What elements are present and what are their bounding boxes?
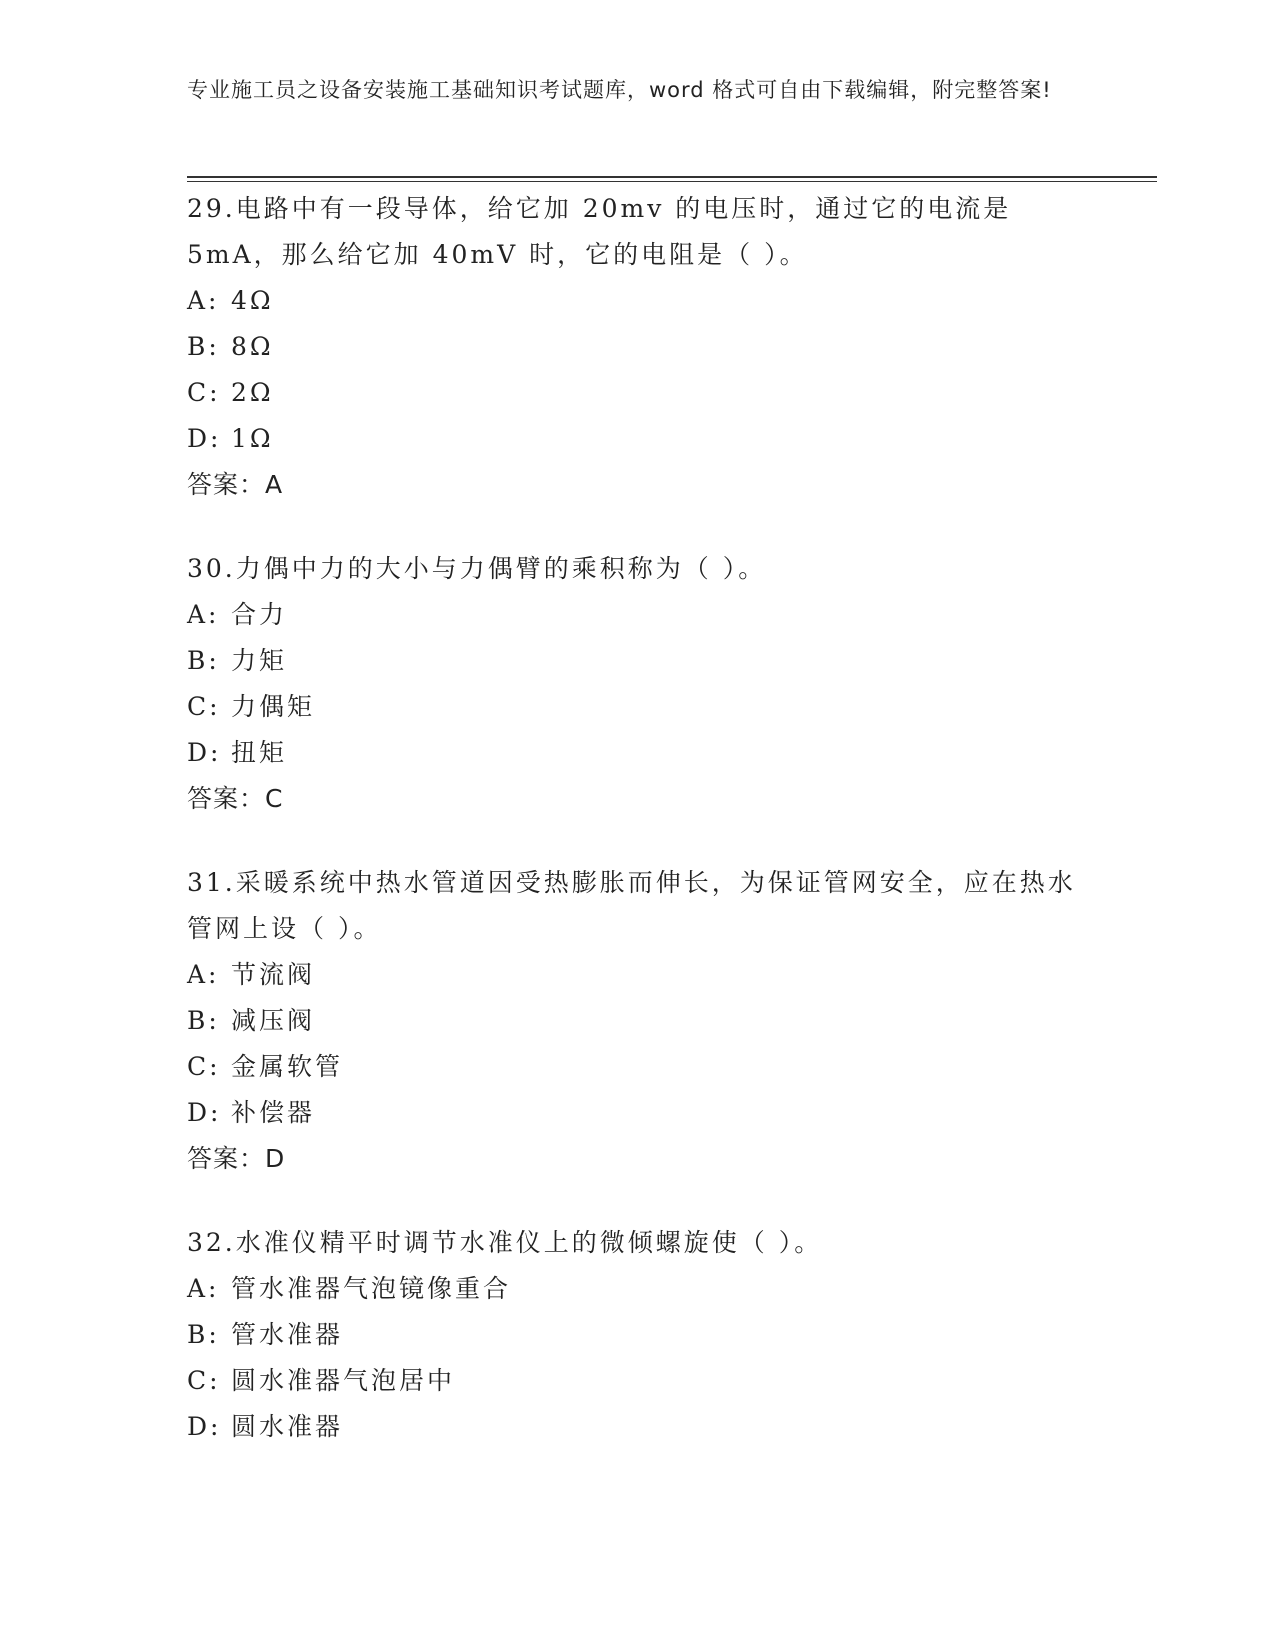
document-intro: 专业施工员之设备安装施工基础知识考试题库，word 格式可自由下载编辑，附完整答案! xyxy=(187,78,1052,102)
header-divider-thick xyxy=(187,176,1157,178)
option-text: 圆水准器 xyxy=(231,1412,344,1441)
option-text: 管水准器气泡镜像重合 xyxy=(231,1274,512,1303)
option-letter: D: xyxy=(187,1412,222,1441)
option-letter: A: xyxy=(187,600,220,629)
option-text: 管水准器 xyxy=(231,1320,344,1349)
question-31 xyxy=(187,860,1087,1182)
option-letter: C: xyxy=(187,1366,221,1395)
question-30 xyxy=(187,546,1087,822)
option-letter: C: xyxy=(187,692,221,721)
option-letter: B: xyxy=(187,332,220,361)
option-a xyxy=(187,952,1087,998)
option-text: 4Ω xyxy=(231,286,274,315)
option-letter: B: xyxy=(187,1006,220,1035)
option-text: 扭矩 xyxy=(231,738,288,767)
option-text: 8Ω xyxy=(231,332,274,361)
option-b xyxy=(187,998,1087,1044)
option-c xyxy=(187,684,1087,730)
option-c xyxy=(187,1358,1087,1404)
option-a xyxy=(187,278,1087,324)
option-letter: A: xyxy=(187,1274,220,1303)
question-text: 31.采暖系统中热水管道因受热膨胀而伸长，为保证管网安全，应在热水管网上设（ ）。 xyxy=(187,868,1076,943)
option-text: 力偶矩 xyxy=(231,692,316,721)
option-d xyxy=(187,1404,1087,1450)
answer-label: 答案：D xyxy=(187,1144,286,1173)
option-text: 1Ω xyxy=(231,424,274,453)
question-text: 32.水准仪精平时调节水准仪上的微倾螺旋使（ ）。 xyxy=(187,1228,823,1257)
question-29 xyxy=(187,186,1087,508)
question-text: 29.电路中有一段导体，给它加 20mv 的电压时，通过它的电流是 5mA，那么给它加 40mV 时，它的电阻是（ ）。 xyxy=(187,194,1012,269)
option-b xyxy=(187,1312,1087,1358)
option-letter: B: xyxy=(187,1320,220,1349)
option-letter: C: xyxy=(187,1052,221,1081)
option-letter: A: xyxy=(187,960,220,989)
option-c xyxy=(187,370,1087,416)
answer-label: 答案：A xyxy=(187,470,284,499)
option-letter: D: xyxy=(187,424,222,453)
option-text: 补偿器 xyxy=(231,1098,316,1127)
option-a xyxy=(187,592,1087,638)
option-b xyxy=(187,324,1087,370)
option-letter: A: xyxy=(187,286,220,315)
option-text: 2Ω xyxy=(231,378,274,407)
option-d xyxy=(187,416,1087,462)
option-text: 合力 xyxy=(231,600,288,629)
answer-label: 答案：C xyxy=(187,784,284,813)
option-letter: C: xyxy=(187,378,221,407)
option-text: 减压阀 xyxy=(231,1006,316,1035)
option-text: 力矩 xyxy=(231,646,288,675)
option-letter: D: xyxy=(187,738,222,767)
header-divider-thin xyxy=(187,181,1157,182)
option-a xyxy=(187,1266,1087,1312)
option-letter: D: xyxy=(187,1098,222,1127)
option-c xyxy=(187,1044,1087,1090)
option-d xyxy=(187,1090,1087,1136)
option-text: 圆水准器气泡居中 xyxy=(231,1366,456,1395)
option-d xyxy=(187,730,1087,776)
option-letter: B: xyxy=(187,646,220,675)
option-text: 金属软管 xyxy=(231,1052,344,1081)
option-text: 节流阀 xyxy=(231,960,316,989)
option-b xyxy=(187,638,1087,684)
question-32 xyxy=(187,1220,1087,1450)
question-text: 30.力偶中力的大小与力偶臂的乘积称为（ ）。 xyxy=(187,554,767,583)
